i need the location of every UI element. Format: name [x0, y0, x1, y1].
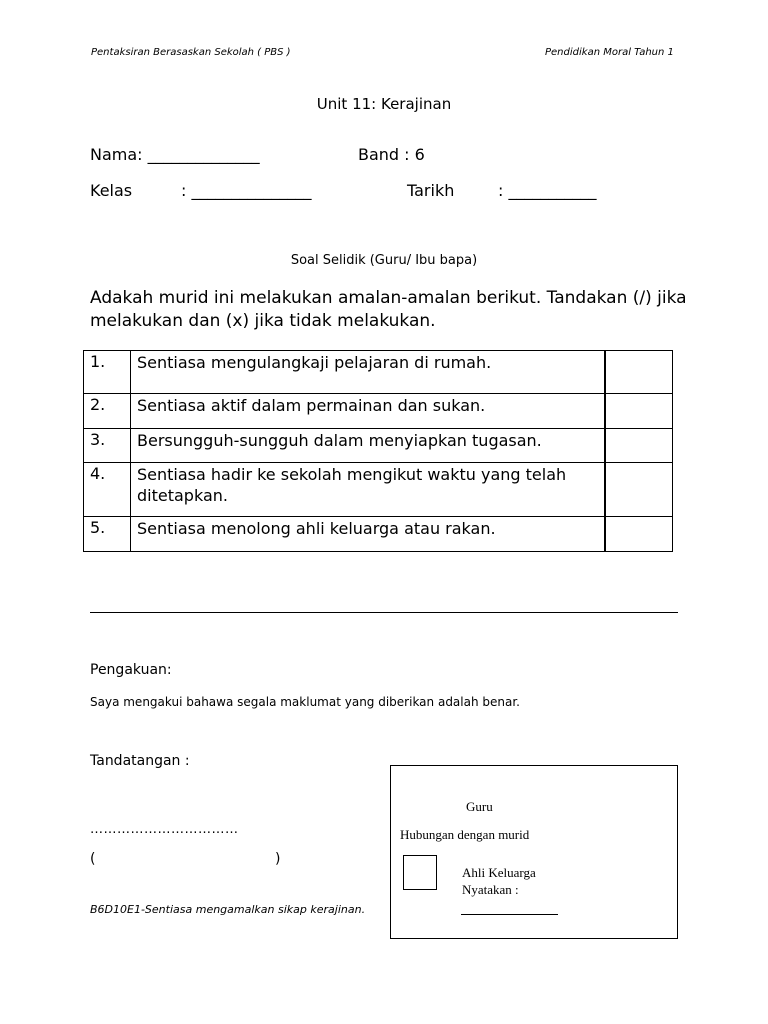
questions-table	[83, 350, 673, 552]
table-row	[84, 429, 673, 463]
relationship-box	[390, 765, 678, 939]
family-option: Ahli Keluarga	[462, 865, 536, 880]
answer-cell[interactable]	[605, 429, 673, 463]
survey-subtitle: Soal Selidik (Guru/ Ibu bapa)	[290, 253, 478, 268]
tarikh-label: Tarikh	[407, 181, 455, 200]
relationship-checkbox[interactable]	[403, 855, 437, 890]
header-right: Pendidikan Moral Tahun 1	[545, 47, 674, 58]
nama-field[interactable]: Nama: ______________	[90, 145, 260, 164]
signature-label: Tandatangan :	[90, 753, 190, 769]
name-paren-close: )	[275, 851, 281, 867]
kelas-label: Kelas	[90, 181, 133, 200]
question-number: 2.	[84, 394, 131, 429]
question-text: Sentiasa menolong ahli keluarga atau rakan.	[131, 517, 606, 552]
question-text: Sentiasa mengulangkaji pelajaran di rumah.	[131, 351, 606, 394]
specify-label: Nyatakan :	[462, 882, 519, 897]
instruction-text: Adakah murid ini melakukan amalan-amalan berikut. Tandakan (/) jika melakukan dan (x) jika tidak melakukan.	[90, 288, 687, 331]
table-row	[84, 463, 673, 517]
section-divider	[90, 612, 678, 613]
answer-cell[interactable]	[605, 517, 673, 552]
question-text: Sentiasa aktif dalam permainan dan sukan.	[131, 394, 606, 429]
learning-standard: B6D10E1-Sentiasa mengamalkan sikap kerajinan.	[90, 903, 366, 916]
band-field: Band : 6	[358, 145, 425, 164]
specify-line[interactable]	[461, 914, 558, 915]
question-number: 4.	[84, 463, 131, 517]
table-row	[84, 517, 673, 552]
tarikh-field[interactable]: : ___________	[498, 181, 597, 200]
table-row	[84, 394, 673, 429]
answer-cell[interactable]	[605, 351, 673, 394]
declaration-text: Saya mengakui bahawa segala maklumat yang diberikan adalah benar.	[90, 695, 520, 709]
header-left: Pentaksiran Berasaskan Sekolah ( PBS )	[91, 47, 291, 58]
answer-cell[interactable]	[605, 463, 673, 517]
name-paren-open: (	[90, 851, 96, 867]
question-number: 1.	[84, 351, 131, 394]
question-number: 5.	[84, 517, 131, 552]
question-text: Sentiasa hadir ke sekolah mengikut waktu yang telah ditetapkan.	[131, 463, 606, 517]
signature-line[interactable]: ……………………………	[90, 822, 239, 837]
table-row	[84, 351, 673, 394]
relationship-label: Hubungan dengan murid	[400, 827, 530, 842]
guru-option: Guru	[466, 799, 493, 814]
pengakuan-heading: Pengakuan:	[90, 662, 172, 678]
kelas-field[interactable]: : _______________	[181, 181, 312, 200]
answer-cell[interactable]	[605, 394, 673, 429]
page-title: Unit 11: Kerajinan	[316, 95, 452, 113]
question-text: Bersungguh-sungguh dalam menyiapkan tugasan.	[131, 429, 606, 463]
question-number: 3.	[84, 429, 131, 463]
